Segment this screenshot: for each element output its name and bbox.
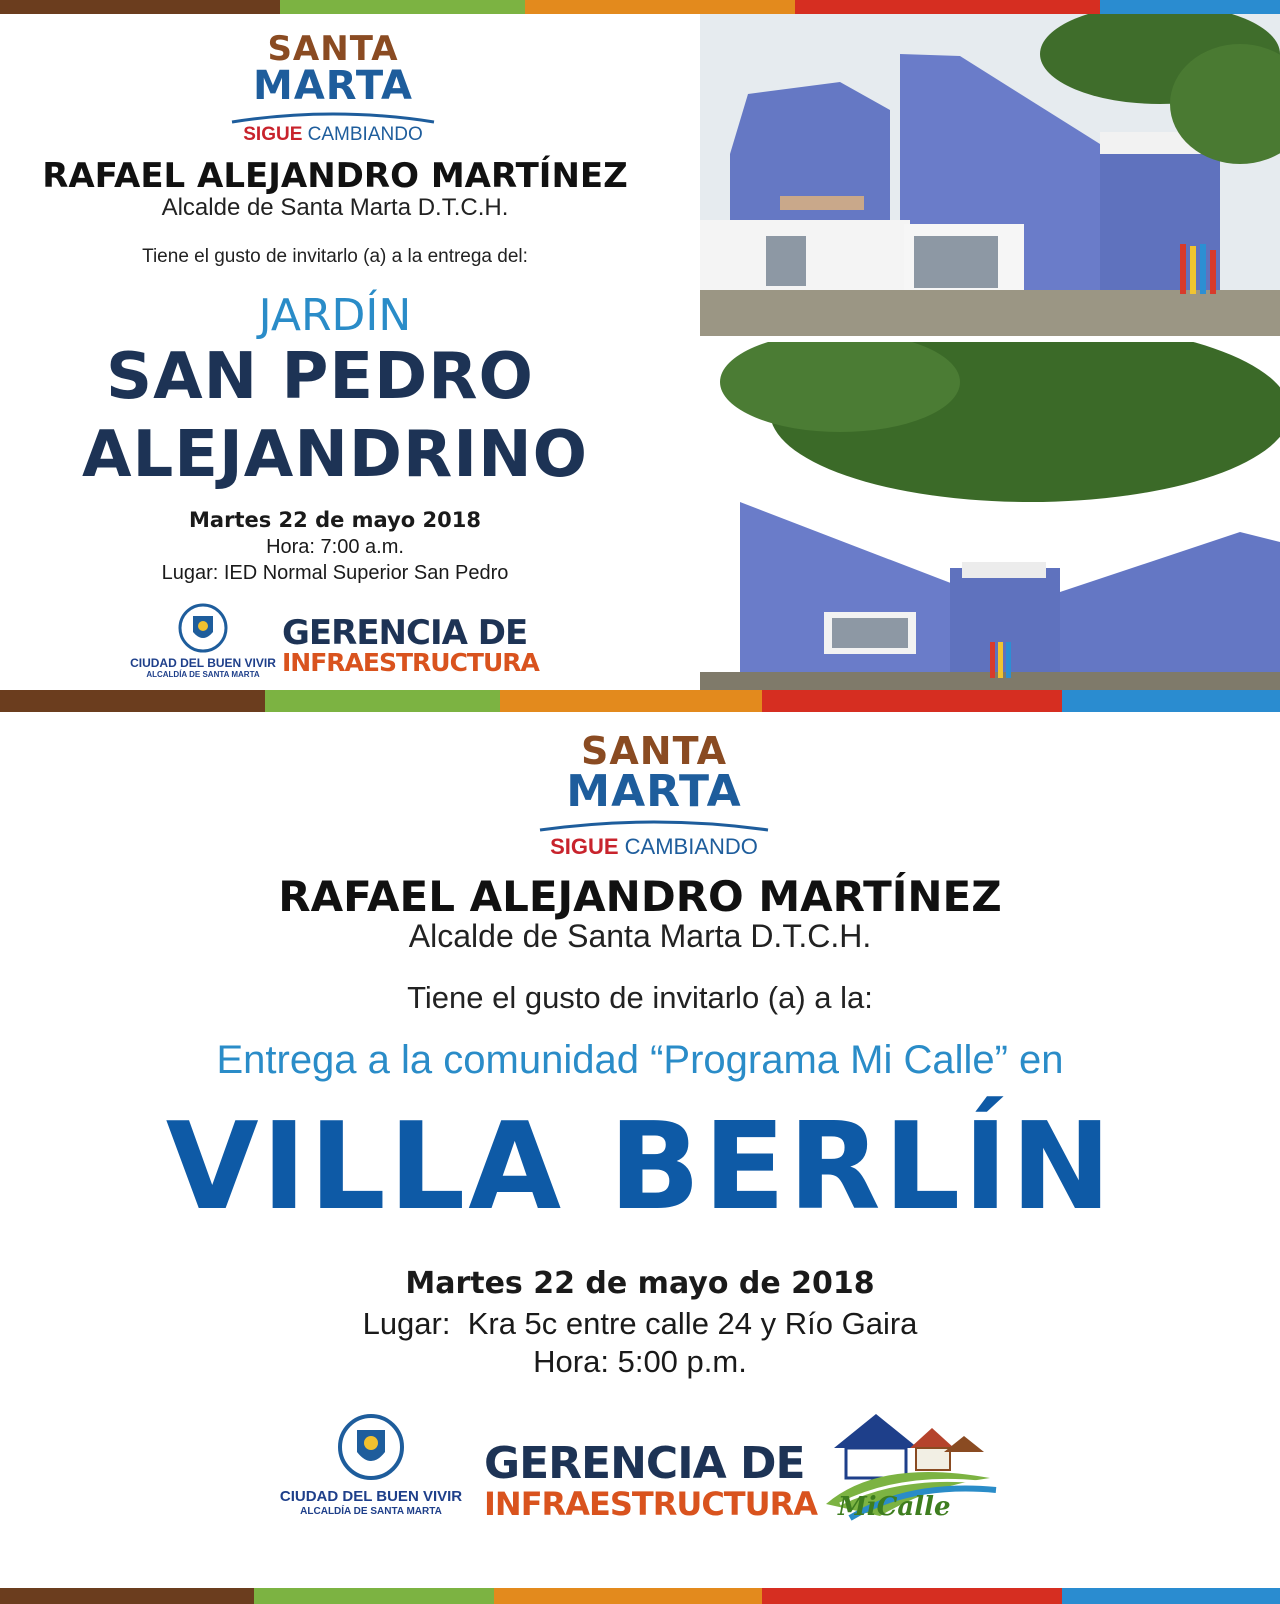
brand-tag-sigue: SIGUE bbox=[550, 834, 619, 859]
mayor-title: Alcalde de Santa Marta D.T.C.H. bbox=[408, 918, 872, 954]
middle-color-stripe bbox=[0, 690, 1280, 712]
gerencia-logo bbox=[484, 1438, 818, 1526]
bottom-flyer bbox=[0, 712, 1280, 1588]
program-line: Entrega a la comunidad “Programa Mi Calle” en bbox=[216, 1038, 1064, 1082]
gerencia-logo bbox=[282, 613, 542, 680]
seal-name: CIUDAD DEL BUEN VIVIR bbox=[130, 656, 276, 670]
city-seal bbox=[128, 602, 278, 682]
invite-text: Tiene el gusto de invitarlo (a) a la entrega del: bbox=[142, 246, 528, 267]
brand-tag-cambiando: CAMBIANDO bbox=[307, 124, 423, 145]
shield-icon bbox=[177, 602, 229, 654]
event-date: Martes 22 de mayo 2018 bbox=[189, 508, 481, 532]
seal-sub: ALCALDÍA DE SANTA MARTA bbox=[146, 670, 260, 679]
event-time: Hora: 5:00 p.m. bbox=[533, 1344, 747, 1379]
micalle-text: MiCalle bbox=[838, 1492, 951, 1522]
brand-tag-sigue: SIGUE bbox=[243, 124, 303, 145]
subject-small: JARDÍN bbox=[258, 290, 412, 341]
event-place: Lugar: Kra 5c entre calle 24 y Río Gaira bbox=[362, 1306, 918, 1341]
place-headline: VILLA BERLÍN bbox=[165, 1098, 1115, 1237]
shield-icon bbox=[336, 1412, 406, 1482]
top-flyer bbox=[0, 14, 1280, 690]
brand-tag-cambiando: CAMBIANDO bbox=[624, 834, 758, 859]
gerencia-line2: INFRAESTRUCTURA bbox=[484, 1485, 818, 1523]
kindergarten-photo-front bbox=[700, 14, 1280, 336]
seal-name: CIUDAD DEL BUEN VIVIR bbox=[279, 1488, 463, 1505]
invite-text: Tiene el gusto de invitarlo (a) a la: bbox=[407, 980, 873, 1015]
bottom-color-stripe bbox=[0, 1588, 1280, 1604]
brand-line2: MARTA bbox=[253, 63, 413, 109]
kindergarten-photo-side bbox=[700, 342, 1280, 690]
santa-marta-logo bbox=[536, 729, 772, 864]
brand-line1: SANTA bbox=[267, 29, 399, 69]
event-place: Lugar: IED Normal Superior San Pedro bbox=[161, 562, 509, 584]
event-time: Hora: 7:00 a.m. bbox=[266, 536, 404, 558]
gerencia-line1: GERENCIA DE bbox=[484, 1438, 805, 1489]
mayor-name: RAFAEL ALEJANDRO MARTÍNEZ bbox=[42, 156, 628, 196]
top-color-stripe bbox=[0, 0, 1280, 14]
micalle-logo bbox=[820, 1408, 1000, 1528]
subject-line2: ALEJANDRINO bbox=[81, 418, 589, 492]
seal-sub: ALCALDÍA DE SANTA MARTA bbox=[300, 1506, 442, 1517]
mayor-title: Alcalde de Santa Marta D.T.C.H. bbox=[161, 194, 509, 221]
gerencia-line2: INFRAESTRUCTURA bbox=[282, 648, 539, 677]
brand-line2: MARTA bbox=[566, 766, 742, 817]
city-seal bbox=[276, 1412, 466, 1522]
event-date: Martes 22 de mayo de 2018 bbox=[405, 1266, 875, 1301]
mayor-name: RAFAEL ALEJANDRO MARTÍNEZ bbox=[278, 872, 1002, 921]
subject-line1: SAN PEDRO bbox=[106, 340, 534, 414]
santa-marta-logo bbox=[228, 29, 438, 152]
brand-line1: SANTA bbox=[581, 729, 727, 773]
gerencia-line1: GERENCIA DE bbox=[282, 613, 528, 653]
brand-wave-icon bbox=[536, 818, 772, 834]
